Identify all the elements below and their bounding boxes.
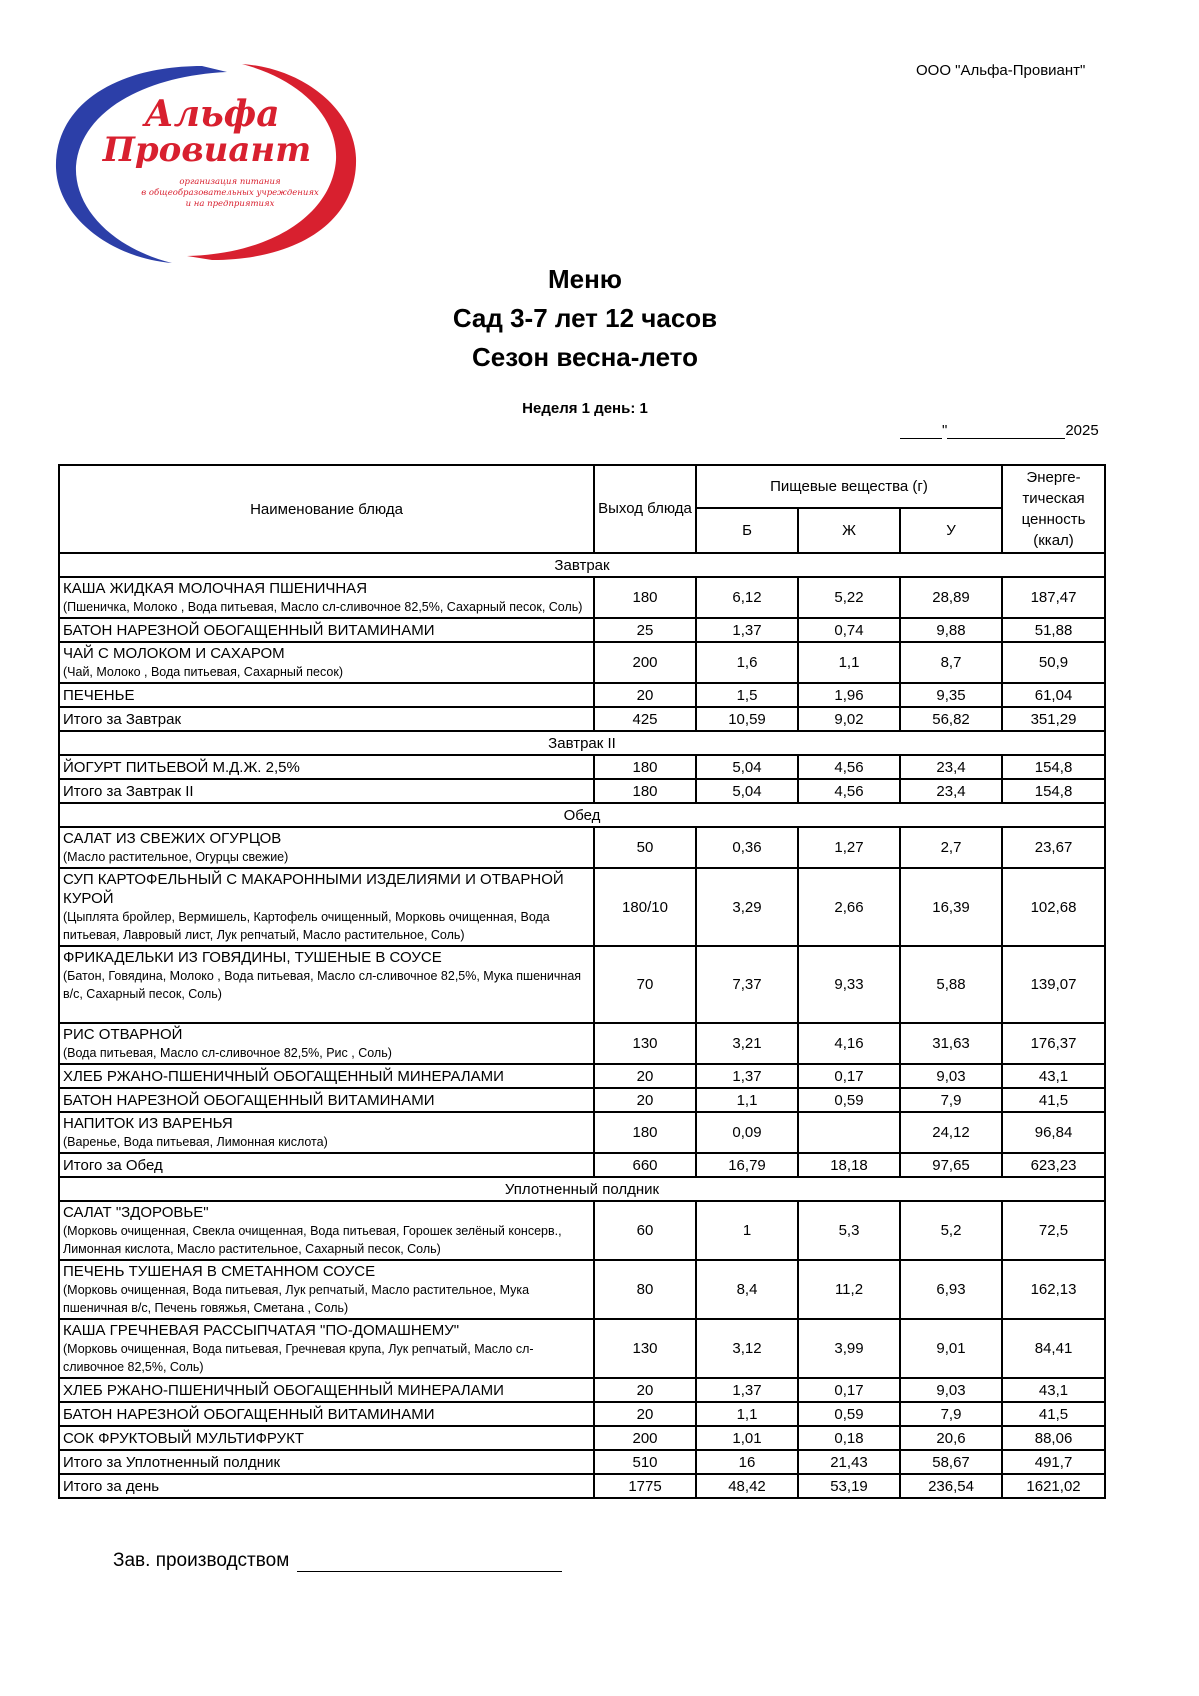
value-b: 3,21 xyxy=(696,1023,798,1064)
value-kcal: 176,37 xyxy=(1002,1023,1105,1064)
value-zh: 18,18 xyxy=(798,1153,900,1177)
dish-row xyxy=(59,1426,1105,1450)
total-row xyxy=(59,1474,1105,1498)
value-u: 31,63 xyxy=(900,1023,1002,1064)
value-zh: 1,1 xyxy=(798,642,900,683)
dish-row xyxy=(59,618,1105,642)
value-b: 1,6 xyxy=(696,642,798,683)
dish-ingredients: (Чай, Молоко , Вода питьевая, Сахарный песок) xyxy=(63,665,343,679)
value-b: 16 xyxy=(696,1450,798,1474)
dish-cell xyxy=(59,683,594,707)
value-zh: 5,3 xyxy=(798,1201,900,1260)
dish-name: СУП КАРТОФЕЛЬНЫЙ С МАКАРОННЫМИ ИЗДЕЛИЯМИ И ОТВАРНОЙ КУРОЙ xyxy=(63,871,564,907)
date-month-blank xyxy=(947,424,1065,439)
dish-row xyxy=(59,1260,1105,1319)
value-zh: 0,18 xyxy=(798,1426,900,1450)
value-b: 1,37 xyxy=(696,1378,798,1402)
value-u: 7,9 xyxy=(900,1402,1002,1426)
value-yield: 510 xyxy=(594,1450,696,1474)
col-header-zh: Ж xyxy=(798,508,900,553)
value-zh: 5,22 xyxy=(798,577,900,618)
value-b: 1,5 xyxy=(696,683,798,707)
dish-cell xyxy=(59,1201,594,1260)
dish-name: БАТОН НАРЕЗНОЙ ОБОГАЩЕННЫЙ ВИТАМИНАМИ xyxy=(63,1091,435,1109)
value-kcal: 43,1 xyxy=(1002,1064,1105,1088)
value-kcal: 162,13 xyxy=(1002,1260,1105,1319)
value-zh: 1,27 xyxy=(798,827,900,868)
value-yield: 130 xyxy=(594,1319,696,1378)
dish-cell xyxy=(59,618,594,642)
value-yield: 180 xyxy=(594,755,696,779)
dish-cell xyxy=(59,1402,594,1426)
section-title: Завтрак xyxy=(59,553,1105,577)
value-kcal: 51,88 xyxy=(1002,618,1105,642)
value-zh: 0,17 xyxy=(798,1064,900,1088)
dish-ingredients: (Батон, Говядина, Молоко , Вода питьевая, Масло сл-сливочное 82,5%, Мука пшеничная в/с, Сахарный песок, Соль) xyxy=(63,969,582,1001)
value-u: 236,54 xyxy=(900,1474,1002,1498)
dish-ingredients: (Пшеничка, Молоко , Вода питьевая, Масло сл-сливочное 82,5%, Сахарный песок, Соль) xyxy=(63,600,583,614)
dish-row xyxy=(59,1378,1105,1402)
dish-name: БАТОН НАРЕЗНОЙ ОБОГАЩЕННЫЙ ВИТАМИНАМИ xyxy=(63,621,435,639)
value-u: 24,12 xyxy=(900,1112,1002,1153)
dish-cell xyxy=(59,1378,594,1402)
value-yield: 1775 xyxy=(594,1474,696,1498)
value-yield: 50 xyxy=(594,827,696,868)
value-zh: 9,02 xyxy=(798,707,900,731)
value-zh xyxy=(798,1112,900,1153)
dish-ingredients: (Морковь очищенная, Вода питьевая, Лук репчатый, Масло растительное, Мука пшеничная в/с, Печень говяжья, Сметана , Соль) xyxy=(63,1283,530,1315)
value-kcal: 61,04 xyxy=(1002,683,1105,707)
logo-tagline3: и на предприятиях xyxy=(185,199,275,209)
value-zh: 0,74 xyxy=(798,618,900,642)
value-kcal: 1621,02 xyxy=(1002,1474,1105,1498)
total-label xyxy=(59,1450,594,1474)
value-u: 7,9 xyxy=(900,1088,1002,1112)
value-u: 20,6 xyxy=(900,1426,1002,1450)
total-label xyxy=(59,707,594,731)
value-u: 97,65 xyxy=(900,1153,1002,1177)
value-u: 8,7 xyxy=(900,642,1002,683)
value-yield: 20 xyxy=(594,683,696,707)
value-b: 7,37 xyxy=(696,946,798,1023)
dish-ingredients: (Масло растительное, Огурцы свежие) xyxy=(63,850,289,864)
dish-ingredients: (Морковь очищенная, Вода питьевая, Гречневая крупа, Лук репчатый, Масло сл-сливочное 82,5%, Соль) xyxy=(63,1342,534,1374)
dish-row xyxy=(59,868,1105,946)
value-yield: 660 xyxy=(594,1153,696,1177)
dish-ingredients: (Цыплята бройлер, Вермишель, Картофель очищенный, Морковь очищенная, Вода питьевая, Лавровый лист, Лук репчатый, Масло растительное, Соль) xyxy=(63,910,550,942)
dish-row xyxy=(59,1064,1105,1088)
menu-table xyxy=(58,464,1106,1499)
value-u: 23,4 xyxy=(900,779,1002,803)
value-kcal: 72,5 xyxy=(1002,1201,1105,1260)
section-title: Уплотненный полдник xyxy=(59,1177,1105,1201)
value-zh: 0,59 xyxy=(798,1402,900,1426)
dish-row xyxy=(59,642,1105,683)
value-zh: 4,16 xyxy=(798,1023,900,1064)
value-b: 5,04 xyxy=(696,779,798,803)
dish-name: КАША ГРЕЧНЕВАЯ РАССЫПЧАТАЯ "ПО-ДОМАШНЕМУ" xyxy=(63,1322,460,1339)
value-yield: 180 xyxy=(594,779,696,803)
value-yield: 20 xyxy=(594,1064,696,1088)
col-header-nutrients: Пищевые вещества (г) xyxy=(696,465,1002,508)
dish-name: БАТОН НАРЕЗНОЙ ОБОГАЩЕННЫЙ ВИТАМИНАМИ xyxy=(63,1405,435,1423)
value-b: 1 xyxy=(696,1201,798,1260)
value-kcal: 154,8 xyxy=(1002,779,1105,803)
date-year: 2025 xyxy=(1065,422,1099,439)
col-header-name: Наименование блюда xyxy=(59,465,594,553)
dish-cell xyxy=(59,1260,594,1319)
dish-name: ЙОГУРТ ПИТЬЕВОЙ М.Д.Ж. 2,5% xyxy=(63,758,300,776)
value-zh: 1,96 xyxy=(798,683,900,707)
page-title: Меню xyxy=(547,264,623,294)
value-zh: 11,2 xyxy=(798,1260,900,1319)
dish-row xyxy=(59,577,1105,618)
value-kcal: 50,9 xyxy=(1002,642,1105,683)
section-row xyxy=(59,731,1105,755)
dish-row xyxy=(59,1112,1105,1153)
dish-name: ФРИКАДЕЛЬКИ ИЗ ГОВЯДИНЫ, ТУШЕНЫЕ В СОУСЕ xyxy=(63,949,442,966)
value-u: 2,7 xyxy=(900,827,1002,868)
dish-row xyxy=(59,755,1105,779)
logo-tagline2: в общеобразовательных учреждениях xyxy=(141,188,319,198)
date-line xyxy=(900,422,1099,439)
value-b: 1,37 xyxy=(696,618,798,642)
total-row xyxy=(59,1450,1105,1474)
value-b: 1,1 xyxy=(696,1402,798,1426)
value-kcal: 102,68 xyxy=(1002,868,1105,946)
value-b: 1,1 xyxy=(696,1088,798,1112)
dish-cell xyxy=(59,827,594,868)
dish-name: КАША ЖИДКАЯ МОЛОЧНАЯ ПШЕНИЧНАЯ xyxy=(63,580,368,597)
value-zh: 4,56 xyxy=(798,755,900,779)
value-b: 6,12 xyxy=(696,577,798,618)
value-yield: 180 xyxy=(594,1112,696,1153)
value-kcal: 139,07 xyxy=(1002,946,1105,1023)
col-header-energy: Энерге-тическая ценность (ккал) xyxy=(1002,465,1105,553)
dish-row xyxy=(59,1023,1105,1064)
value-kcal: 41,5 xyxy=(1002,1088,1105,1112)
value-yield: 20 xyxy=(594,1378,696,1402)
value-yield: 425 xyxy=(594,707,696,731)
value-yield: 130 xyxy=(594,1023,696,1064)
value-yield: 20 xyxy=(594,1402,696,1426)
col-header-u: У xyxy=(900,508,1002,553)
total-label xyxy=(59,1474,594,1498)
total-name: Итого за Завтрак II xyxy=(63,782,194,800)
dish-name: НАПИТОК ИЗ ВАРЕНЬЯ xyxy=(63,1115,233,1132)
dish-cell xyxy=(59,1064,594,1088)
value-yield: 25 xyxy=(594,618,696,642)
value-zh: 0,17 xyxy=(798,1378,900,1402)
value-b: 1,01 xyxy=(696,1426,798,1450)
value-kcal: 84,41 xyxy=(1002,1319,1105,1378)
value-yield: 60 xyxy=(594,1201,696,1260)
dish-cell xyxy=(59,1319,594,1378)
value-b: 3,12 xyxy=(696,1319,798,1378)
value-b: 0,09 xyxy=(696,1112,798,1153)
logo-line2: Провиант xyxy=(102,130,312,170)
value-yield: 200 xyxy=(594,1426,696,1450)
dish-cell xyxy=(59,1112,594,1153)
dish-row xyxy=(59,1319,1105,1378)
total-name: Итого за Уплотненный полдник xyxy=(63,1453,281,1471)
value-b: 16,79 xyxy=(696,1153,798,1177)
value-kcal: 88,06 xyxy=(1002,1426,1105,1450)
value-b: 3,29 xyxy=(696,868,798,946)
dish-row xyxy=(59,683,1105,707)
dish-row xyxy=(59,1402,1105,1426)
value-b: 1,37 xyxy=(696,1064,798,1088)
menu-table-body xyxy=(59,553,1105,1498)
value-zh: 4,56 xyxy=(798,779,900,803)
col-header-b: Б xyxy=(696,508,798,553)
date-day-blank xyxy=(900,424,942,439)
dish-name: САЛАТ ИЗ СВЕЖИХ ОГУРЦОВ xyxy=(63,830,282,847)
value-yield: 180/10 xyxy=(594,868,696,946)
dish-row xyxy=(59,946,1105,1023)
company-name: ООО "Альфа-Провиант" xyxy=(916,62,1086,79)
dish-name: ЧАЙ С МОЛОКОМ И САХАРОМ xyxy=(63,645,285,662)
total-row xyxy=(59,779,1105,803)
dish-ingredients: (Вода питьевая, Масло сл-сливочное 82,5%, Рис , Соль) xyxy=(63,1046,392,1060)
page-season: Сезон весна-лето xyxy=(472,342,698,372)
dish-row xyxy=(59,1088,1105,1112)
value-zh: 9,33 xyxy=(798,946,900,1023)
title-block xyxy=(0,260,1170,377)
signature-label: Зав. производством xyxy=(113,1550,290,1571)
logo-tagline1: организация питания xyxy=(179,177,281,187)
total-name: Итого за Обед xyxy=(63,1156,163,1174)
dish-ingredients: (Варенье, Вода питьевая, Лимонная кислота) xyxy=(63,1135,328,1149)
page-subtitle: Сад 3-7 лет 12 часов xyxy=(452,303,718,333)
value-zh: 0,59 xyxy=(798,1088,900,1112)
dish-cell xyxy=(59,577,594,618)
value-kcal: 41,5 xyxy=(1002,1402,1105,1426)
week-day-label: Неделя 1 день: 1 xyxy=(522,400,648,417)
section-row xyxy=(59,553,1105,577)
total-row xyxy=(59,707,1105,731)
dish-name: ПЕЧЕНЬ ТУШЕНАЯ В СМЕТАННОМ СОУСЕ xyxy=(63,1263,376,1280)
value-u: 16,39 xyxy=(900,868,1002,946)
value-yield: 200 xyxy=(594,642,696,683)
dish-row xyxy=(59,827,1105,868)
value-yield: 70 xyxy=(594,946,696,1023)
dish-cell xyxy=(59,755,594,779)
dish-name: СОК ФРУКТОВЫЙ МУЛЬТИФРУКТ xyxy=(63,1429,304,1447)
value-zh: 2,66 xyxy=(798,868,900,946)
value-u: 23,4 xyxy=(900,755,1002,779)
total-row xyxy=(59,1153,1105,1177)
value-u: 9,88 xyxy=(900,618,1002,642)
value-kcal: 351,29 xyxy=(1002,707,1105,731)
dish-cell xyxy=(59,1088,594,1112)
section-title: Обед xyxy=(59,803,1105,827)
section-row xyxy=(59,1177,1105,1201)
value-zh: 21,43 xyxy=(798,1450,900,1474)
value-b: 0,36 xyxy=(696,827,798,868)
dish-name: РИС ОТВАРНОЙ xyxy=(63,1026,183,1043)
signature-line xyxy=(297,1553,562,1572)
value-b: 8,4 xyxy=(696,1260,798,1319)
total-label xyxy=(59,1153,594,1177)
total-label xyxy=(59,779,594,803)
value-yield: 180 xyxy=(594,577,696,618)
value-yield: 80 xyxy=(594,1260,696,1319)
dish-row xyxy=(59,1201,1105,1260)
dish-cell xyxy=(59,946,594,1023)
value-kcal: 623,23 xyxy=(1002,1153,1105,1177)
value-kcal: 491,7 xyxy=(1002,1450,1105,1474)
value-u: 9,01 xyxy=(900,1319,1002,1378)
total-name: Итого за Завтрак xyxy=(63,710,182,728)
dish-name: ПЕЧЕНЬЕ xyxy=(63,686,135,704)
value-u: 58,67 xyxy=(900,1450,1002,1474)
value-u: 9,35 xyxy=(900,683,1002,707)
value-u: 9,03 xyxy=(900,1378,1002,1402)
value-b: 10,59 xyxy=(696,707,798,731)
total-name: Итого за день xyxy=(63,1477,160,1495)
dish-name: САЛАТ "ЗДОРОВЬЕ" xyxy=(63,1204,209,1221)
dish-ingredients: (Морковь очищенная, Свекла очищенная, Вода питьевая, Горошек зелёный консерв., Лимонная кислота, Масло растительное, Сахарный песок, Соль) xyxy=(63,1224,562,1256)
col-header-yield: Выход блюда xyxy=(594,465,696,553)
dish-cell xyxy=(59,1426,594,1450)
value-kcal: 187,47 xyxy=(1002,577,1105,618)
logo-line1: Альфа xyxy=(144,93,280,135)
value-kcal: 96,84 xyxy=(1002,1112,1105,1153)
dish-cell xyxy=(59,642,594,683)
section-title: Завтрак II xyxy=(59,731,1105,755)
value-u: 6,93 xyxy=(900,1260,1002,1319)
value-yield: 20 xyxy=(594,1088,696,1112)
section-row xyxy=(59,803,1105,827)
value-b: 48,42 xyxy=(696,1474,798,1498)
value-u: 5,88 xyxy=(900,946,1002,1023)
signature-block xyxy=(113,1550,562,1572)
value-u: 5,2 xyxy=(900,1201,1002,1260)
value-u: 9,03 xyxy=(900,1064,1002,1088)
value-kcal: 154,8 xyxy=(1002,755,1105,779)
value-kcal: 43,1 xyxy=(1002,1378,1105,1402)
value-b: 5,04 xyxy=(696,755,798,779)
value-kcal: 23,67 xyxy=(1002,827,1105,868)
value-zh: 53,19 xyxy=(798,1474,900,1498)
dish-cell xyxy=(59,1023,594,1064)
company-logo xyxy=(52,58,362,268)
value-u: 28,89 xyxy=(900,577,1002,618)
value-zh: 3,99 xyxy=(798,1319,900,1378)
date-quote: " xyxy=(942,422,948,439)
dish-name: ХЛЕБ РЖАНО-ПШЕНИЧНЫЙ ОБОГАЩЕННЫЙ МИНЕРАЛАМИ xyxy=(63,1067,504,1085)
dish-name: ХЛЕБ РЖАНО-ПШЕНИЧНЫЙ ОБОГАЩЕННЫЙ МИНЕРАЛАМИ xyxy=(63,1381,504,1399)
value-u: 56,82 xyxy=(900,707,1002,731)
dish-cell xyxy=(59,868,594,946)
